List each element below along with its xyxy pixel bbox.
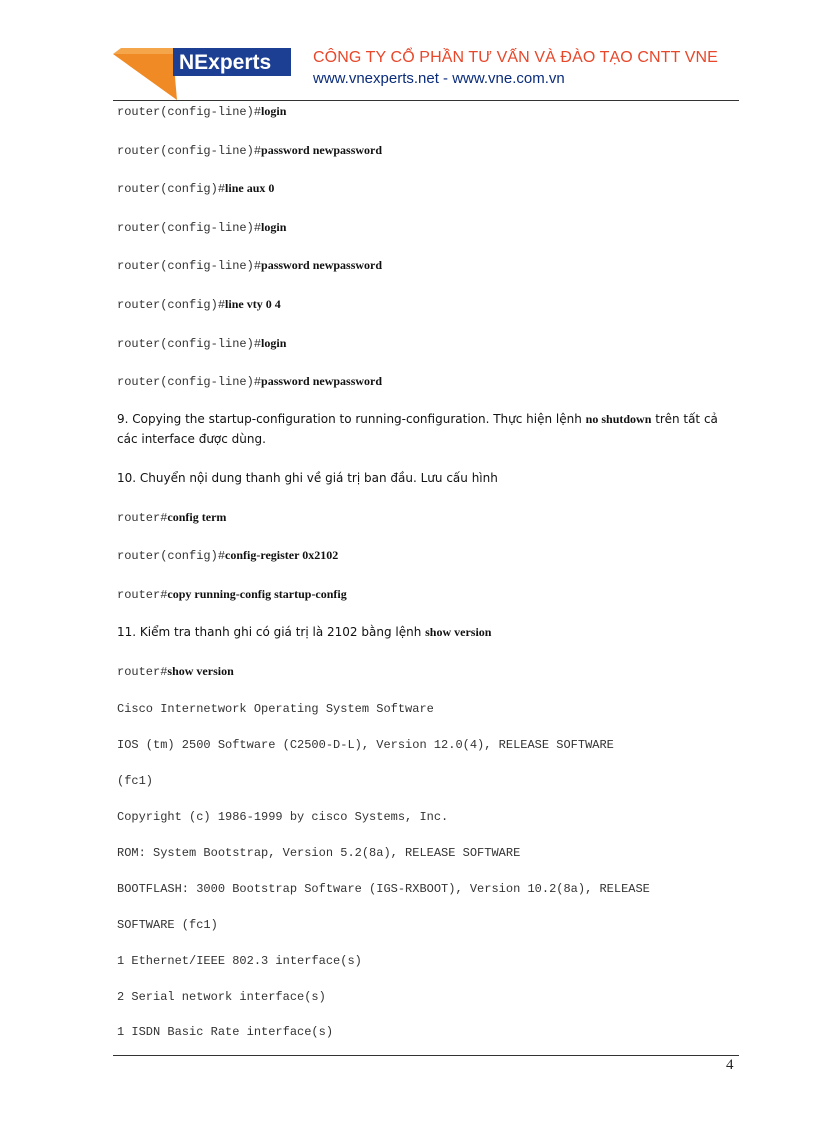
output-line: ROM: System Bootstrap, Version 5.2(8a), RELEASE SOFTWARE [117,846,521,860]
output-line: (fc1) [117,774,154,788]
step-11-paragraph: 11. Kiểm tra thanh ghi có giá trị là 2102 bằng lệnh show version [117,625,492,639]
command-line: router(config)#config-register 0x2102 [117,548,339,563]
command-line: router#config term [117,510,227,525]
output-line: SOFTWARE (fc1) [117,918,218,932]
command-line: router(config)#line vty 0 4 [117,297,281,312]
header-rule [113,100,739,101]
command-line: router(config-line)#login [117,220,287,235]
company-name: CÔNG TY CỔ PHẦN TƯ VẤN VÀ ĐÀO TẠO CNTT VNE [313,49,718,66]
logo-text: NExperts [179,51,272,74]
output-line: BOOTFLASH: 3000 Bootstrap Software (IGS-RXBOOT), Version 10.2(8a), RELEASE [117,882,650,896]
command-line: router(config-line)#password newpassword [117,143,383,158]
command-line: router(config-line)#login [117,336,287,351]
output-line: 2 Serial network interface(s) [117,990,326,1004]
page-number: 4 [726,1057,734,1073]
output-line: 1 Ethernet/IEEE 802.3 interface(s) [117,954,362,968]
step-9-paragraph: 9. Copying the startup-configuration to running-configuration. Thực hiện lệnh no shutdown trên tất cả các interface được dùng. [117,412,718,446]
command-line: router#copy running-config startup-config [117,587,347,602]
command-line: router(config)#line aux 0 [117,181,275,196]
output-line: 1 ISDN Basic Rate interface(s) [117,1025,334,1039]
output-line: IOS (tm) 2500 Software (C2500-D-L), Version 12.0(4), RELEASE SOFTWARE [117,738,614,752]
command-line: router(config-line)#password newpassword [117,258,383,273]
command-line: router(config-line)#login [117,104,287,119]
output-line: Copyright (c) 1986-1999 by cisco Systems, Inc. [117,810,449,824]
page-header [113,44,739,100]
footer-rule [113,1055,739,1056]
nexperts-logo [113,44,303,100]
command-line: router(config-line)#password newpassword [117,374,383,389]
company-websites: www.vnexperts.net - www.vne.com.vn [313,70,565,87]
command-line: router#show version [117,664,234,679]
step-10-paragraph: 10. Chuyển nội dung thanh ghi về giá trị ban đầu. Lưu cấu hình [117,471,498,485]
output-line: Cisco Internetwork Operating System Software [117,702,434,716]
